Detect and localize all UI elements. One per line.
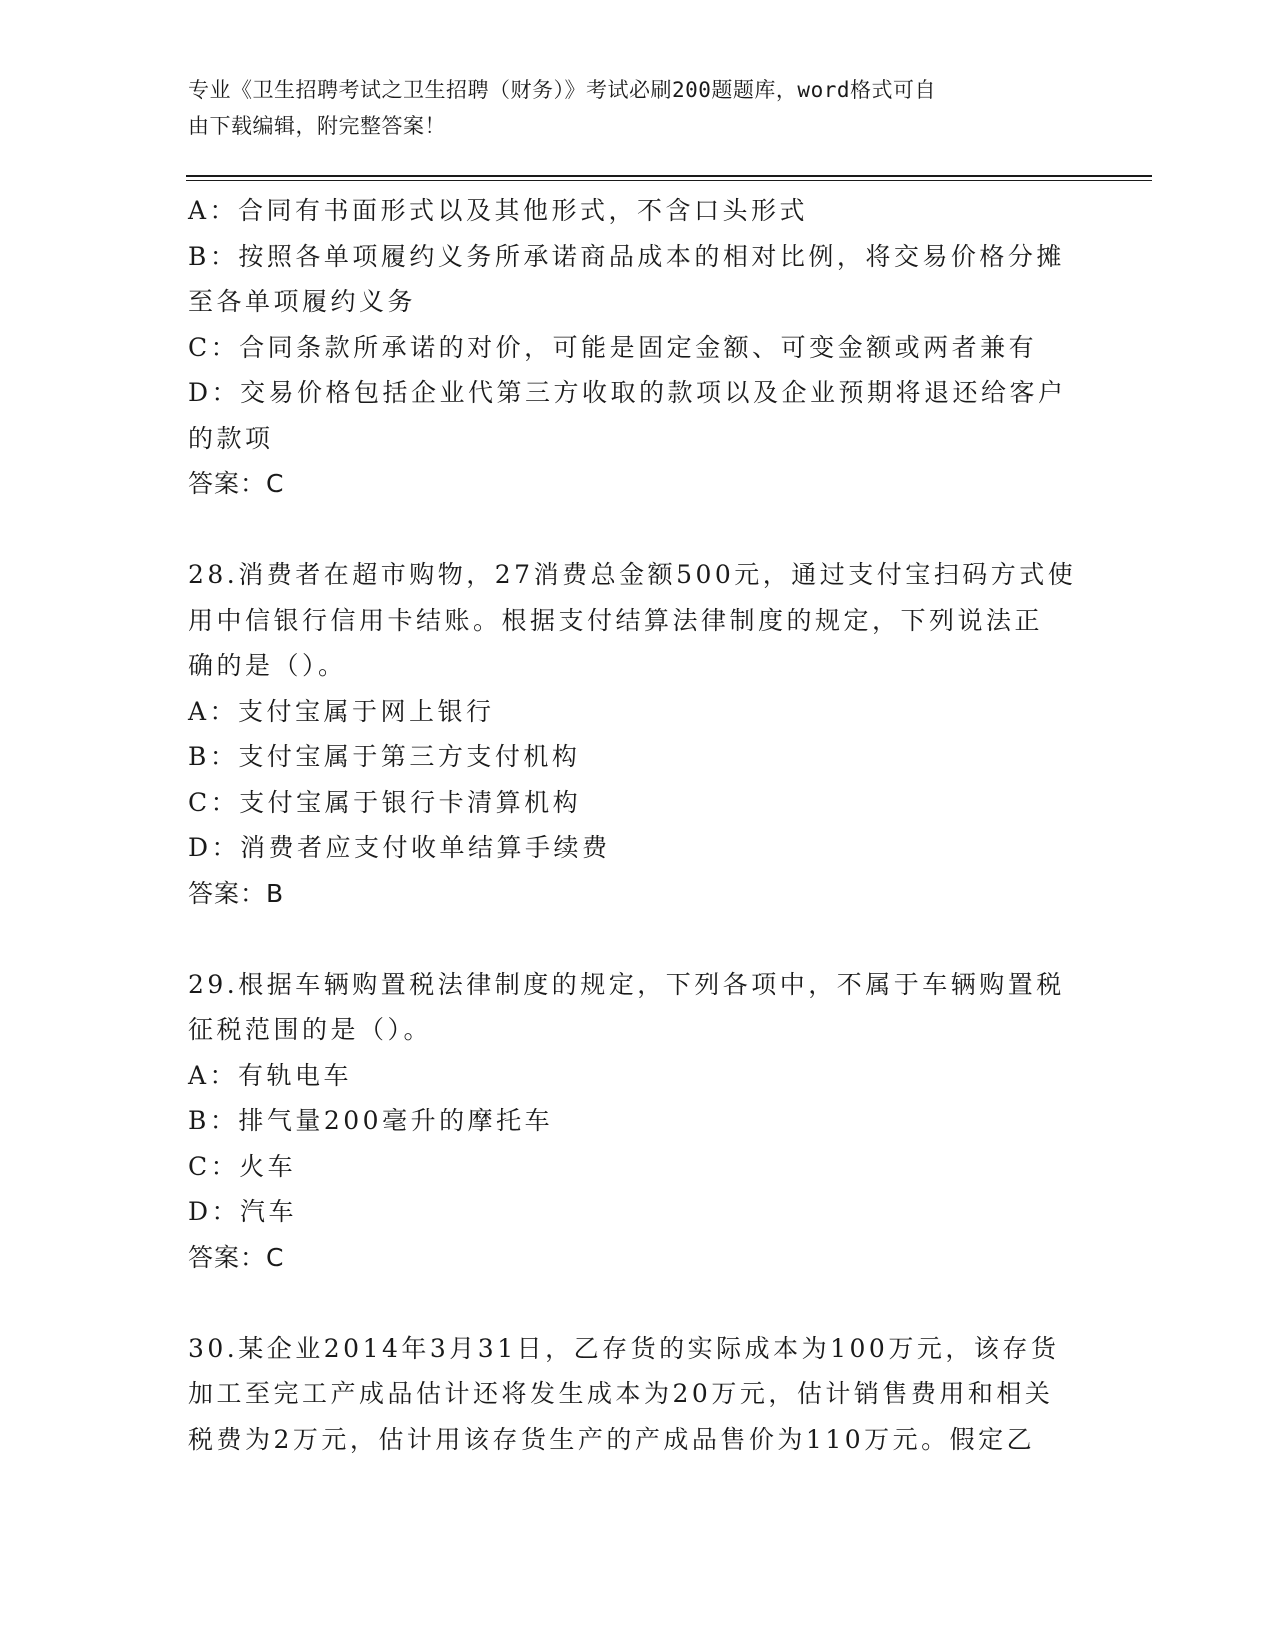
- q27-option-d-line-2: 的款项: [188, 423, 274, 453]
- header-rule-thin: [186, 180, 1152, 181]
- q29-option-c: C：火车: [188, 1151, 297, 1181]
- q29-stem-line-1: 29.根据车辆购置税法律制度的规定，下列各项中，不属于车辆购置税: [188, 969, 1065, 999]
- spacer: [188, 916, 1088, 962]
- q27-option-b-line-1: B：按照各单项履约义务所承诺商品成本的相对比例，将交易价格分摊: [188, 241, 1065, 271]
- q27-answer: 答案：C: [188, 469, 285, 498]
- q28-option-b: B：支付宝属于第三方支付机构: [188, 742, 581, 771]
- q30-stem-line-2: 加工至完工产成品估计还将发生成本为20万元，估计销售费用和相关: [188, 1379, 1054, 1408]
- spacer: [188, 1280, 1088, 1326]
- q27-option-d-line-1: D：交易价格包括企业代第三方收取的款项以及企业预期将退还给客户: [188, 378, 1067, 407]
- q30-stem-line-3: 税费为2万元，估计用该存货生产的产成品售价为110万元。假定乙: [188, 1424, 1036, 1454]
- q28-stem-line-1: 28.消费者在超市购物，27消费总金额500元，通过支付宝扫码方式使: [188, 560, 1077, 589]
- q29-answer: 答案：C: [188, 1242, 285, 1272]
- question-27: [188, 188, 1088, 507]
- q27-option-b-line-2: 至各单项履约义务: [188, 287, 417, 316]
- header-line-2: 由下载编辑，附完整答案！: [188, 114, 446, 138]
- q28-stem-line-2: 用中信银行信用卡结账。根据支付结算法律制度的规定，下列说法正: [188, 605, 1044, 635]
- page-header: [188, 72, 1068, 144]
- question-30: [188, 1326, 1088, 1463]
- q28-option-d: D：消费者应支付收单结算手续费: [188, 833, 611, 862]
- question-28: [188, 552, 1088, 916]
- q29-option-d: D：汽车: [188, 1197, 298, 1226]
- q27-option-a: A：合同有书面形式以及其他形式，不含口头形式: [188, 196, 809, 225]
- q27-option-c: C：合同条款所承诺的对价，可能是固定金额、可变金额或两者兼有: [188, 332, 1038, 362]
- spacer: [188, 507, 1088, 553]
- q28-answer: 答案：B: [188, 878, 285, 908]
- header-line-1: 专业《卫生招聘考试之卫生招聘（财务）》考试必刷200题题库，word格式可自: [188, 78, 936, 102]
- question-content: [188, 188, 1088, 1462]
- q29-option-b: B：排气量200毫升的摩托车: [188, 1106, 554, 1135]
- header-rule-thick: [186, 175, 1152, 177]
- q30-stem-line-1: 30.某企业2014年3月31日，乙存货的实际成本为100万元，该存货: [188, 1333, 1060, 1363]
- q29-option-a: A：有轨电车: [188, 1060, 353, 1090]
- q28-option-c: C：支付宝属于银行卡清算机构: [188, 787, 582, 817]
- q28-option-a: A：支付宝属于网上银行: [188, 696, 495, 726]
- question-29: [188, 962, 1088, 1281]
- q29-stem-line-2: 征税范围的是（）。: [188, 1015, 433, 1044]
- q28-stem-line-3: 确的是（）。: [188, 651, 347, 680]
